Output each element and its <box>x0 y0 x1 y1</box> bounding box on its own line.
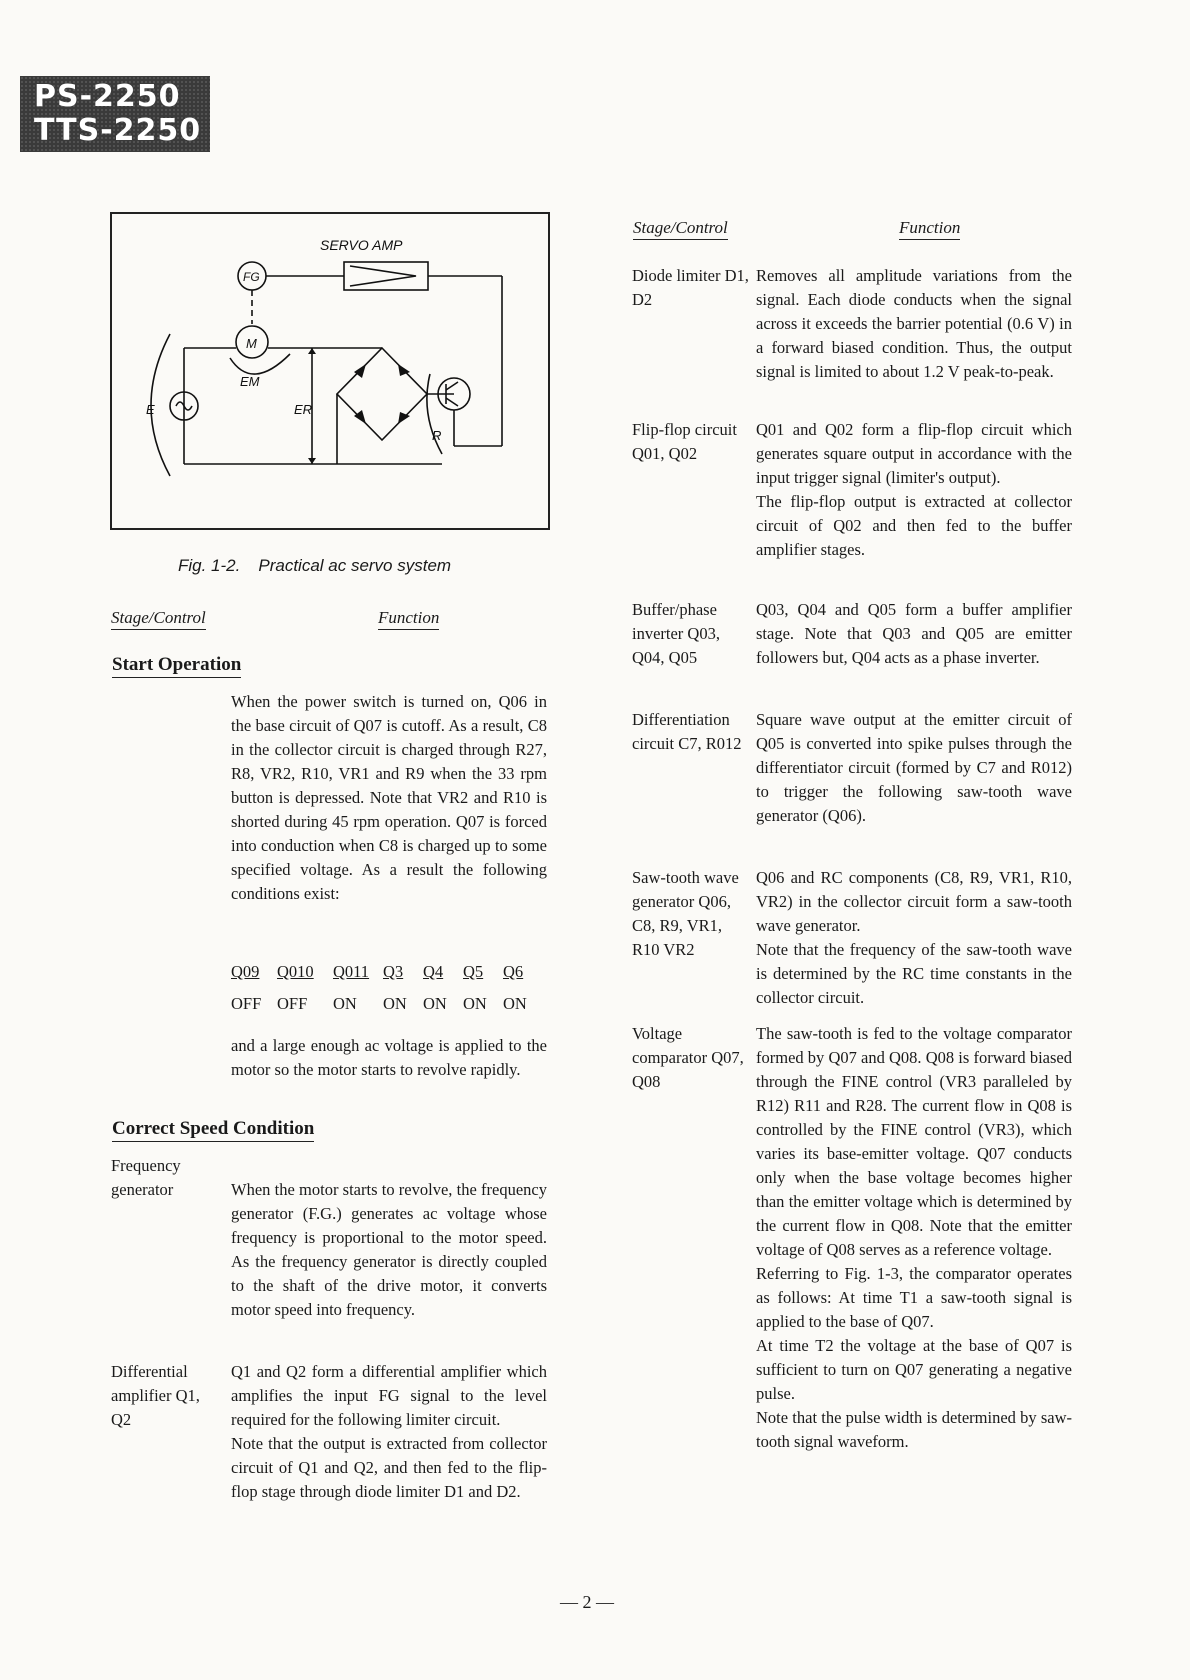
transistor-name: Q4 <box>423 962 444 981</box>
motor-label: M <box>246 336 257 351</box>
left-header-function: Function <box>378 608 439 630</box>
r-label: R <box>432 428 442 443</box>
diff-amp-paragraph: Note that the output is extracted from collector circuit of Q1 and Q2, and then fed to the flip-flop stage through diode limiter D1 and D2. <box>231 1434 547 1501</box>
transistor-name: Q010 <box>277 962 314 981</box>
left-header-stage: Stage/Control <box>111 608 206 630</box>
model-line-1: PS-2250 <box>34 79 181 114</box>
transistor-state: ON <box>423 994 447 1013</box>
right-header-stage: Stage/Control <box>633 218 728 240</box>
differentiation-paragraph: Square wave output at the emitter circuit of Q05 is converted into spike pulses through the differentiator circuit (formed by C7 and R012) to trigger the following saw-tooth wave generator (Q06). <box>756 710 1072 825</box>
transistor-state: OFF <box>277 994 308 1013</box>
page-number: — 2 — <box>560 1592 614 1612</box>
sawtooth-paragraph: Note that the frequency of the saw-tooth wave is determined by the RC time constants in the collector circuit. <box>756 940 1072 1007</box>
start-operation-text: When the power switch is turned on, Q06 in the base circuit of Q07 is cutoff. As a result, C8 in the collector circuit is charged through R27, R8, VR2, R10, VR1 and R9 when the 33 rpm button is depressed. Note that VR2 and R10 is shorted during 45 rpm operation. Q07 is forced into conduction when C8 is charged up to some specified voltage. As a result the following conditions exist: <box>231 692 547 903</box>
correct-speed-heading: Correct Speed Condition <box>112 1118 314 1142</box>
comparator-paragraph: At time T2 the voltage at the base of Q07 is sufficient to turn on Q07 generating a negative pulse. <box>756 1336 1072 1403</box>
em-label: EM <box>240 374 260 389</box>
buffer-inverter-paragraph: Q03, Q04 and Q05 form a buffer amplifier stage. Note that Q03 and Q05 are emitter followers but, Q04 acts as a phase inverter. <box>756 600 1072 667</box>
flip-flop-paragraph: The flip-flop output is extracted at collector circuit of Q02 and then fed to the buffer amplifier stages. <box>756 492 1072 559</box>
transistor-name: Q09 <box>231 962 260 981</box>
flip-flop-label: Flip-flop circuit Q01, Q02 <box>632 420 737 463</box>
start-operation-heading: Start Operation <box>112 654 241 678</box>
flip-flop-paragraph: Q01 and Q02 form a flip-flop circuit which generates square output in accordance with the input trigger signal (limiter's output). <box>756 420 1072 487</box>
comparator-paragraph: Referring to Fig. 1-3, the comparator operates as follows: At time T1 a saw-tooth signal is applied to the base of Q07. <box>756 1264 1072 1331</box>
sawtooth-text <box>756 866 1072 1010</box>
transistor-name: Q5 <box>463 962 484 981</box>
servo-figure <box>110 212 550 530</box>
sawtooth-label: Saw-tooth wave generator Q06, C8, R9, VR1, R10 VR2 <box>632 868 739 959</box>
comparator-paragraph: The saw-tooth is fed to the voltage comparator formed by Q07 and Q08. Q08 is forward biased through the FINE control (VR3 paralleled by R12) R11 and R28. The current flow in Q08 is controlled by the FINE control (VR3), which varies its base-emitter voltage. Q07 conducts only when the base voltage becomes higher than the emitter voltage which is determined by the current flow in Q08. Note that the emitter voltage of Q08 serves as a reference voltage. <box>756 1024 1072 1259</box>
transistor-state-table <box>231 962 543 1014</box>
figure-caption-text: Practical ac servo system <box>258 556 452 575</box>
diode-limiter-label: Diode limiter D1, D2 <box>632 266 749 309</box>
differentiation-label: Differentiation circuit C7, R012 <box>632 710 742 753</box>
differentiation-text <box>756 708 1072 828</box>
transistor-state: ON <box>333 994 357 1013</box>
servo-schematic <box>112 214 548 528</box>
model-badge <box>20 76 210 152</box>
servo-amp-label: SERVO AMP <box>320 237 403 253</box>
buffer-inverter-label: Buffer/phase inverter Q03, Q04, Q05 <box>632 600 720 667</box>
transistor-state: ON <box>383 994 407 1013</box>
sawtooth-paragraph: Q06 and RC components (C8, R9, VR1, R10, VR2) in the collector circuit form a saw-tooth wave generator. <box>756 868 1072 935</box>
transistor-name: Q6 <box>503 962 524 981</box>
comparator-text <box>756 1022 1072 1454</box>
transistor-state: ON <box>463 994 487 1013</box>
model-line-2: TTS-2250 <box>34 113 202 148</box>
right-header-function: Function <box>899 218 960 240</box>
transistor-name: Q011 <box>333 962 370 981</box>
er-label: ER <box>294 402 313 417</box>
comparator-paragraph: Note that the pulse width is determined by saw-tooth signal waveform. <box>756 1408 1072 1451</box>
start-operation-after: and a large enough ac voltage is applied to the motor so the motor starts to revolve rapidly. <box>231 1036 547 1079</box>
figure-number: Fig. 1-2. <box>178 556 241 575</box>
diode-limiter-paragraph: Removes all amplitude variations from the signal. Each diode conducts when the signal across it exceeds the barrier potential (0.6 V) in a forward biased condition. Thus, the output signal is limited to about 1.2 V peak-to-peak. <box>756 266 1072 381</box>
flip-flop-text <box>756 418 1072 562</box>
diff-amp-stage-label: Differential amplifier Q1, Q2 <box>111 1362 200 1429</box>
fg-label: FG <box>243 270 260 284</box>
transistor-state: OFF <box>231 994 262 1013</box>
fg-stage-label: Frequency generator <box>111 1156 181 1199</box>
e-label: E <box>146 402 155 417</box>
diode-limiter-text <box>756 264 1072 384</box>
diff-amp-paragraph: Q1 and Q2 form a differential amplifier which amplifies the input FG signal to the level required for the following limiter circuit. <box>231 1362 547 1429</box>
fg-function-text: When the motor starts to revolve, the frequency generator (F.G.) generates ac voltage whose frequency is proportional to the motor speed. As the frequency generator is directly coupled to the shaft of the drive motor, it converts motor speed into frequency. <box>231 1180 547 1319</box>
buffer-inverter-text <box>756 598 1072 670</box>
transistor-state: ON <box>503 994 527 1013</box>
figure-caption <box>178 556 451 576</box>
transistor-name: Q3 <box>383 962 404 981</box>
diff-amp-function-text <box>231 1360 547 1504</box>
comparator-label: Voltage comparator Q07, Q08 <box>632 1024 744 1091</box>
